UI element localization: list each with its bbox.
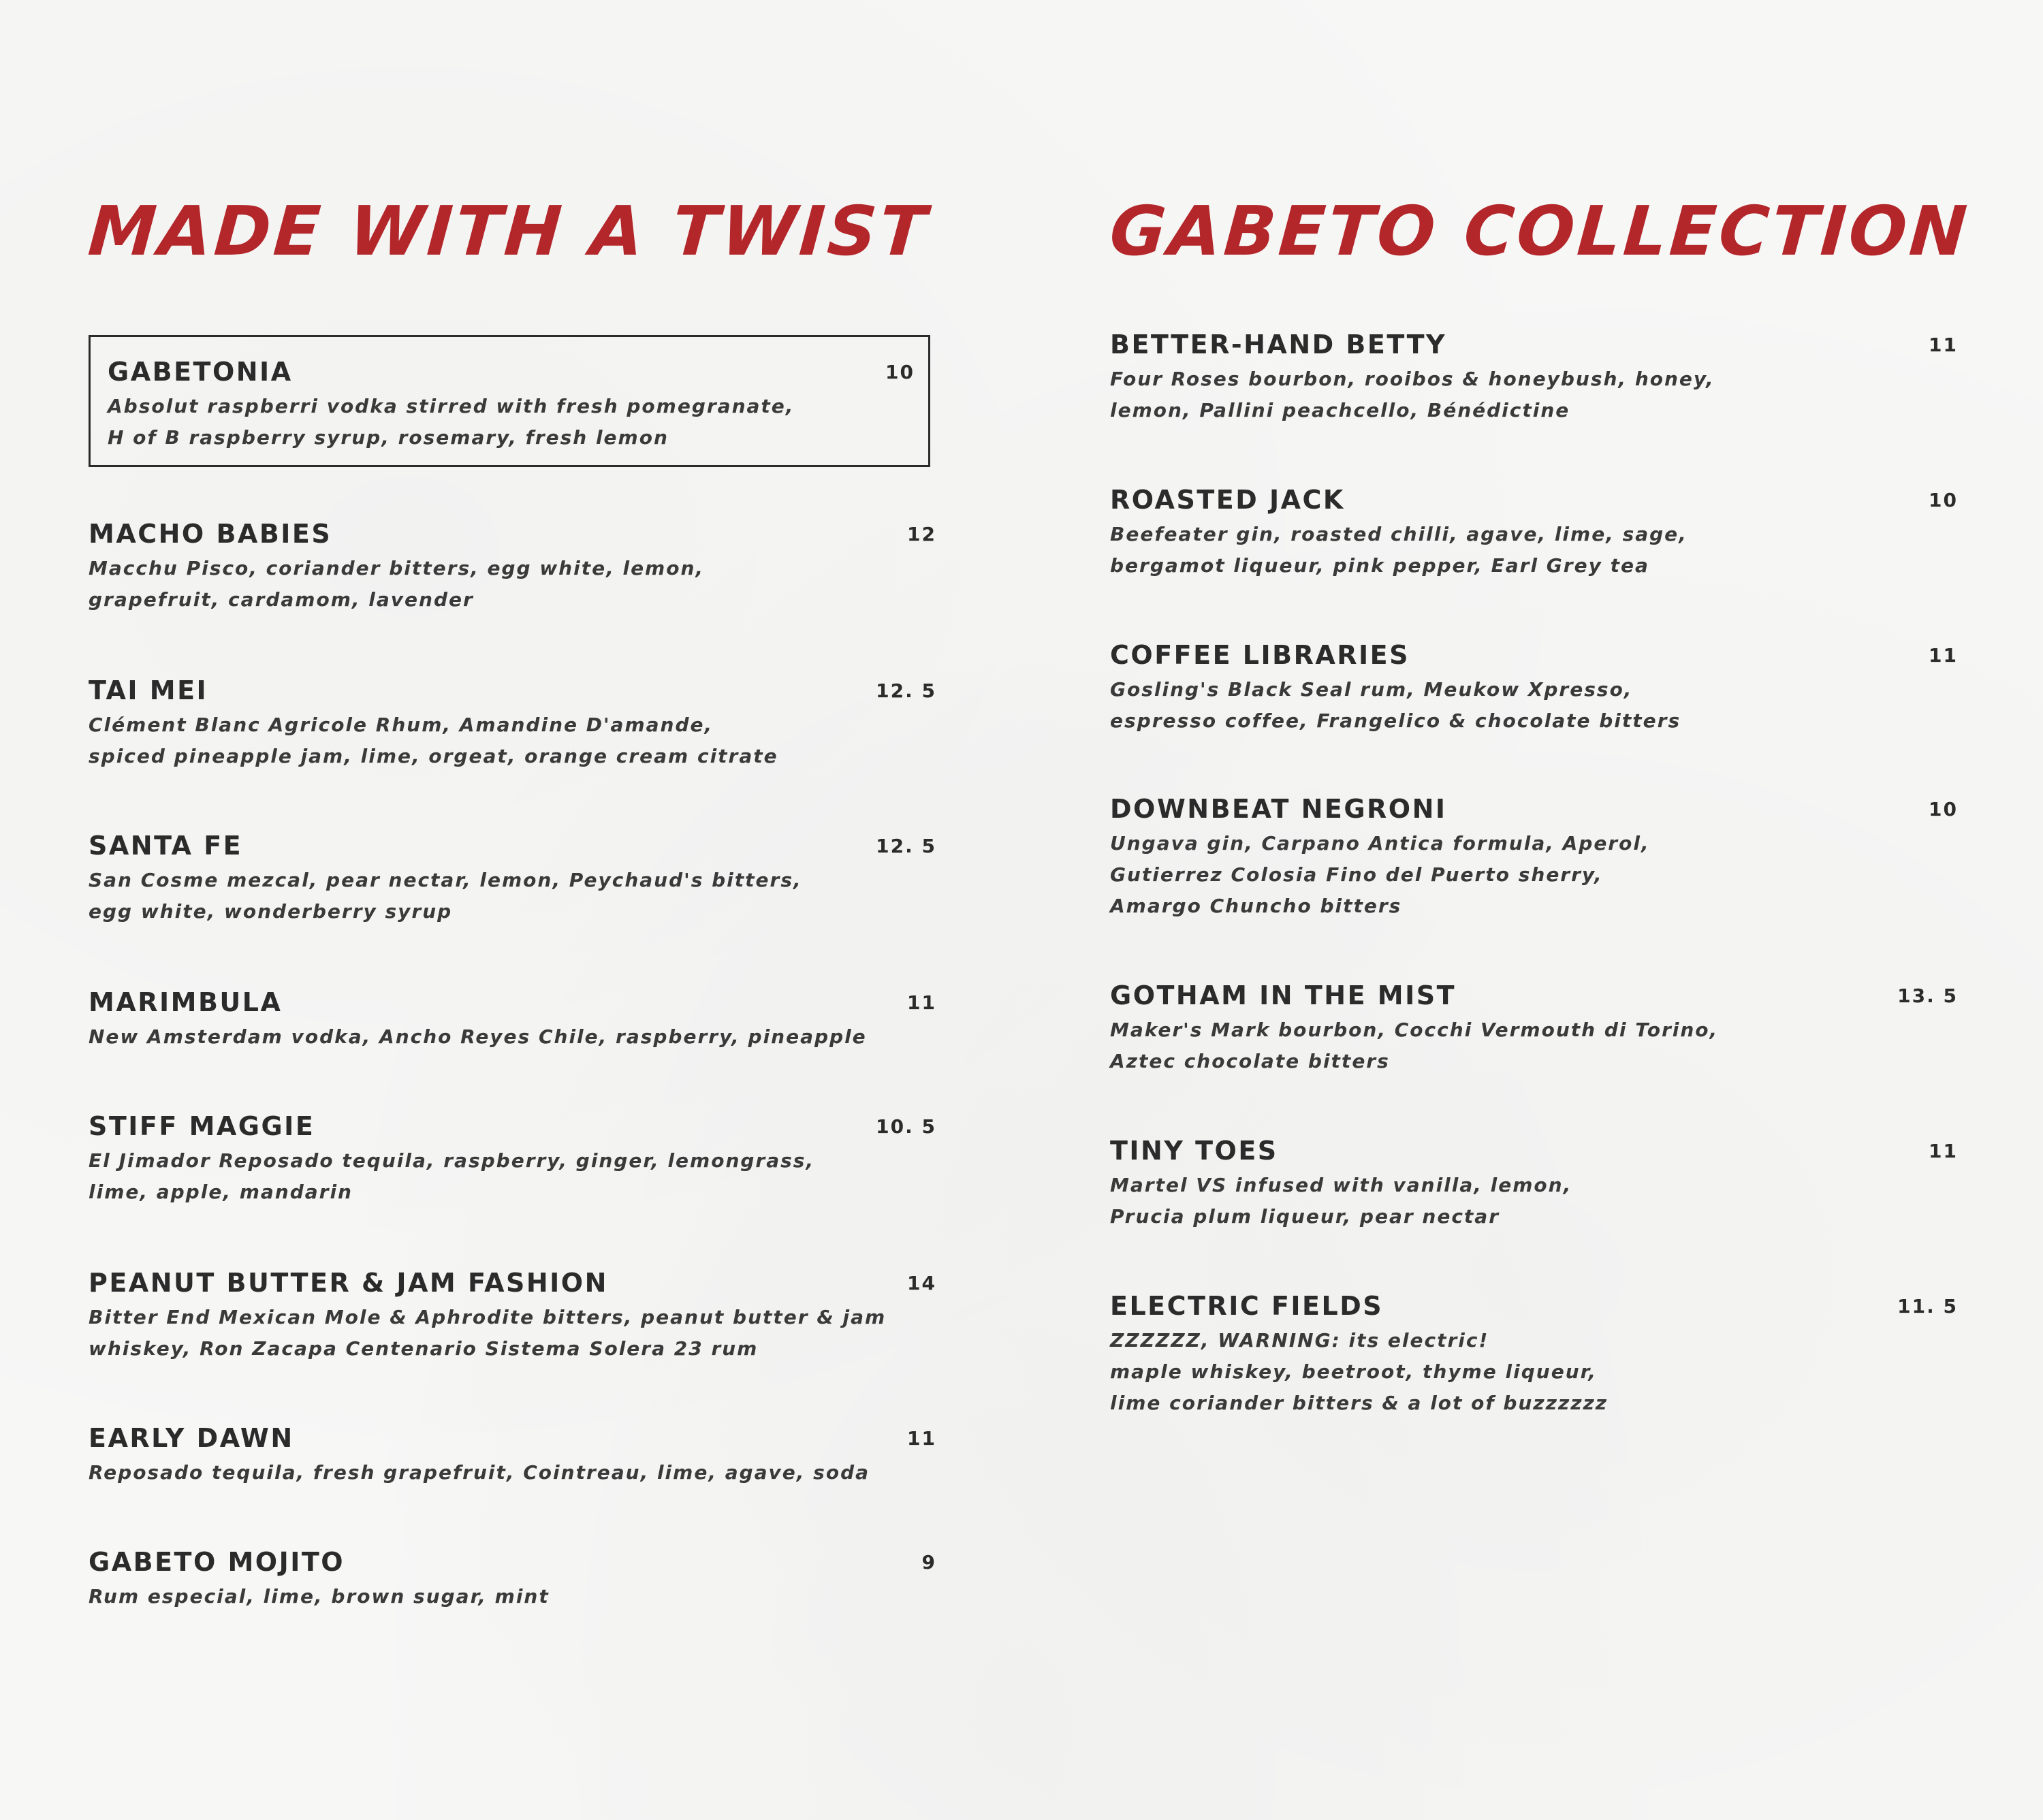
description-line: Clément Blanc Agricole Rhum, Amandine D'amande, [89,714,714,736]
item-name: GOTHAM IN THE MIST [1110,980,1456,1010]
item-description [89,553,704,616]
item-name: GABETONIA [108,357,293,387]
description-line: egg white, wonderberry syrup [89,900,453,923]
item-price: 14 [907,1272,936,1294]
item-description [89,709,778,772]
description-line: Absolut raspberri vodka stirred with fresh pomegranate, [108,395,795,417]
description-line: San Cosme mezcal, pear nectar, lemon, Peychaud's bitters, [89,869,802,891]
description-line: bergamot liqueur, pink pepper, Earl Grey tea [1110,554,1649,577]
item-price: 9 [921,1551,936,1574]
section-title-made-with-a-twist: MADE WITH A TWIST [85,191,932,271]
item-description [89,1021,867,1053]
item-description [1110,1170,1572,1232]
item-name: MARIMBULA [89,987,283,1017]
description-line: lime, apple, mandarin [89,1181,353,1203]
item-description [1110,1015,1718,1077]
description-line: Prucia plum liqueur, pear nectar [1110,1205,1500,1228]
item-price: 11. 5 [1897,1295,1958,1318]
item-name: MACHO BABIES [89,519,332,549]
description-line: Bitter End Mexican Mole & Aphrodite bitters, peanut butter & jam [89,1306,887,1328]
item-name: ROASTED JACK [1110,485,1345,515]
description-line: New Amsterdam vodka, Ancho Reyes Chile, raspberry, pineapple [89,1025,867,1048]
section-title-gabeto-collection: GABETO COLLECTION [1107,191,1972,271]
item-name: ELECTRIC FIELDS [1110,1291,1384,1321]
description-line: Beefeater gin, roasted chilli, agave, lime, sage, [1110,523,1688,545]
item-price: 10 [885,361,915,383]
item-price: 11 [1929,644,1958,667]
item-price: 13. 5 [1897,985,1958,1007]
item-description [1110,1325,1608,1419]
item-name: STIFF MAGGIE [89,1111,315,1141]
description-line: Gutierrez Colosia Fino del Puerto sherry, [1110,863,1603,886]
item-name: TAI MEI [89,675,208,705]
description-line: Aztec chocolate bitters [1110,1050,1390,1072]
description-line: grapefruit, cardamom, lavender [89,588,474,611]
item-price: 12 [907,523,936,545]
item-description [89,1302,886,1364]
item-price: 11 [1929,334,1958,356]
description-line: Macchu Pisco, coriander bitters, egg white, lemon, [89,557,705,579]
item-description [1110,364,1715,426]
item-name: TINY TOES [1110,1136,1278,1166]
description-line: El Jimador Reposado tequila, raspberry, ginger, lemongrass, [89,1149,815,1172]
description-line: Reposado tequila, fresh grapefruit, Cointreau, lime, agave, soda [89,1461,870,1484]
item-name: DOWNBEAT NEGRONI [1110,794,1447,824]
description-line: Maker's Mark bourbon, Cocchi Vermouth di Torino, [1110,1019,1719,1041]
description-line: Amargo Chuncho bitters [1110,895,1402,917]
item-description [1110,828,1650,922]
item-price: 10 [1929,489,1958,511]
description-line: Rum especial, lime, brown sugar, mint [89,1585,550,1608]
description-line: Martel VS infused with vanilla, lemon, [1110,1174,1572,1196]
item-name: PEANUT BUTTER & JAM FASHION [89,1268,608,1298]
item-price: 10 [1929,798,1958,820]
item-description [89,865,802,927]
item-price: 11 [907,991,936,1014]
item-description [1110,674,1681,737]
item-price: 12. 5 [876,680,936,702]
item-name: SANTA FE [89,831,243,861]
description-line: lemon, Pallini peachcello, Bénédictine [1110,399,1570,421]
item-name: GABETO MOJITO [89,1547,345,1577]
description-line: H of B raspberry syrup, rosemary, fresh lemon [108,426,669,449]
description-line: Gosling's Black Seal rum, Meukow Xpresso, [1110,678,1633,701]
item-description [1110,519,1688,581]
description-line: spiced pineapple jam, lime, orgeat, orange cream citrate [89,745,778,767]
description-line: lime coriander bitters & a lot of buzzzzzz [1110,1392,1609,1414]
item-name: COFFEE LIBRARIES [1110,640,1410,670]
description-line: Ungava gin, Carpano Antica formula, Aperol, [1110,832,1650,855]
item-price: 11 [1929,1140,1958,1162]
description-line: whiskey, Ron Zacapa Centenario Sistema Solera 23 rum [89,1337,759,1360]
item-description [89,1457,870,1488]
item-description [108,391,794,453]
item-name: BETTER-HAND BETTY [1110,330,1447,360]
description-line: Four Roses bourbon, rooibos & honeybush, honey, [1110,368,1715,390]
description-line: maple whiskey, beetroot, thyme liqueur, [1110,1360,1597,1383]
item-price: 10. 5 [876,1115,936,1138]
description-line: ZZZZZZ, WARNING: its electric! [1110,1329,1489,1352]
item-price: 12. 5 [876,835,936,857]
item-description [89,1145,814,1208]
item-description [89,1581,550,1612]
item-name: EARLY DAWN [89,1423,294,1453]
description-line: espresso coffee, Frangelico & chocolate bitters [1110,709,1681,732]
item-price: 11 [907,1427,936,1450]
